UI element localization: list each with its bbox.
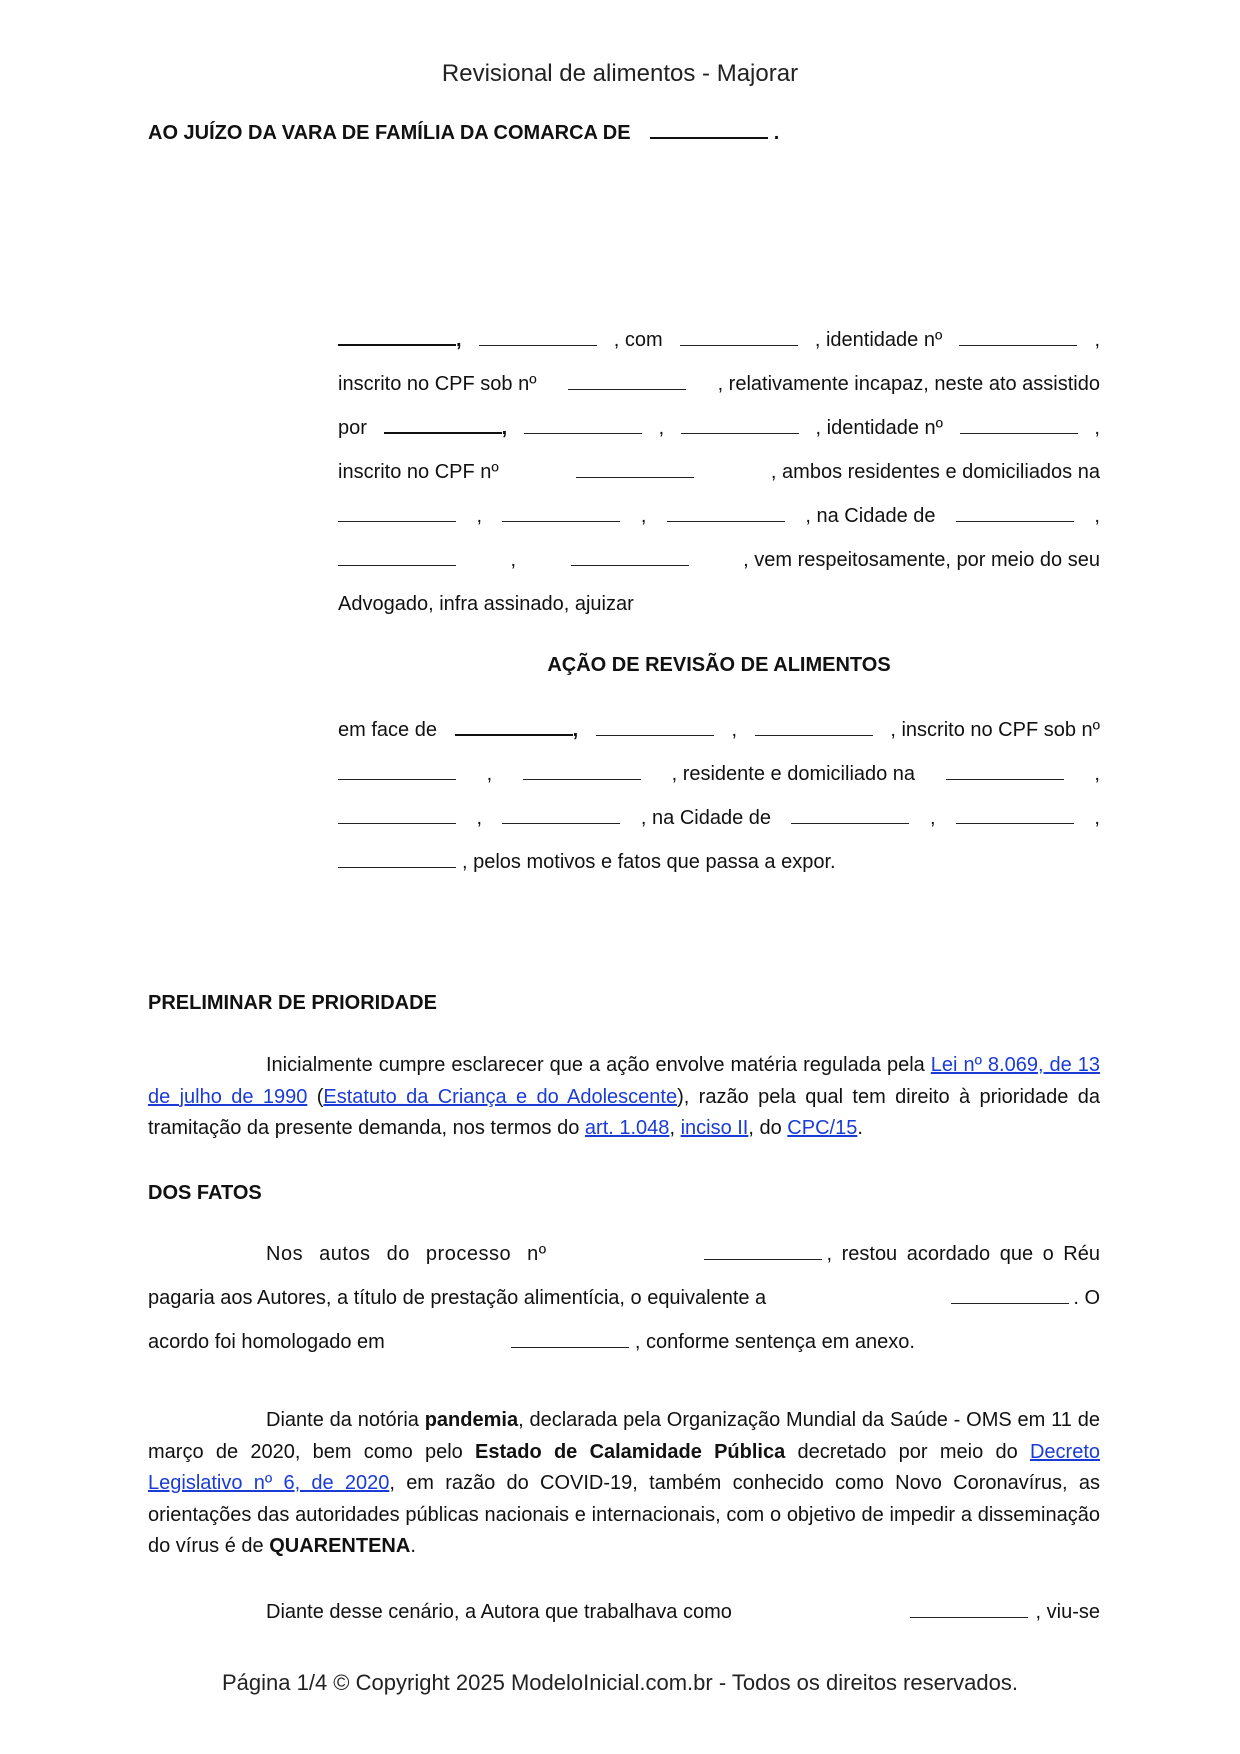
addressee-period: . bbox=[773, 122, 780, 144]
paragraph-cenario bbox=[148, 1590, 1100, 1634]
paragraph-fatos bbox=[148, 1232, 1100, 1364]
link-cpc15[interactable]: CPC/15 bbox=[787, 1117, 858, 1139]
qual-line-3: por , , , identidade nº , bbox=[338, 417, 1100, 439]
action-title: AÇÃO DE REVISÃO DE ALIMENTOS bbox=[547, 654, 891, 676]
page-footer: Página 1/4 © Copyright 2025 ModeloInicial.com.br - Todos os direitos reservados. bbox=[222, 1670, 1018, 1695]
cenario-line-1: Diante desse cenário, a Autora que trabalhava como , viu-se bbox=[266, 1601, 1100, 1623]
link-art-1048[interactable]: art. 1.048 bbox=[584, 1117, 670, 1139]
name-blank bbox=[338, 330, 456, 346]
qual-line-4: inscrito no CPF nº , ambos residentes e domiciliados na bbox=[338, 461, 1100, 483]
link-decreto-legislativo[interactable]: Decreto Legislativo nº 6, de 2020 bbox=[148, 1440, 1100, 1494]
comarca-blank bbox=[650, 123, 768, 139]
addressee-text: AO JUÍZO DA VARA DE FAMÍLIA DA COMARCA DE bbox=[148, 122, 631, 144]
fatos-line-1: Nos autos do processo nº , restou acordado que o Réu bbox=[266, 1243, 1100, 1265]
link-lei-8069[interactable]: Lei nº 8.069, de 13 de julho de 1990 bbox=[148, 1054, 1100, 1108]
defendant-block bbox=[338, 708, 1100, 884]
def-line-4: , pelos motivos e fatos que passa a expor. bbox=[338, 840, 1100, 884]
def-line-1: em face de , , , inscrito no CPF sob nº bbox=[338, 719, 1100, 741]
qual-line-2: inscrito no CPF sob nº , relativamente incapaz, neste ato assistido bbox=[338, 373, 1100, 395]
fatos-line-2: pagaria aos Autores, a título de prestação alimentícia, o equivalente a . O bbox=[148, 1287, 1100, 1309]
def-line-2: , , residente e domiciliado na , bbox=[338, 752, 1100, 796]
link-eca[interactable]: Estatuto da Criança e do Adolescente bbox=[323, 1085, 678, 1108]
def-line-3: , , na Cidade de , , bbox=[338, 796, 1100, 840]
link-inciso-ii[interactable]: inciso II bbox=[680, 1117, 749, 1139]
paragraph-preliminar: Inicialmente cumpre esclarecer que a ação envolve matéria regulada pela Lei nº 8.069, de 13 de julho de 1990 (Estatuto da Criança e do Adolescente), razão pela qual tem direito à prioridade da tramitação da presente demanda, nos termos do art. 1.048, inciso II, do CPC/15. bbox=[148, 1054, 1101, 1139]
qual-line-7: Advogado, infra assinado, ajuizar bbox=[338, 593, 634, 615]
qual-line-5: , , , na Cidade de , bbox=[338, 494, 1100, 538]
addressee-line bbox=[148, 122, 779, 145]
heading-fatos: DOS FATOS bbox=[148, 1182, 262, 1204]
fatos-line-3: acordo foi homologado em , conforme sentença em anexo. bbox=[148, 1331, 915, 1353]
page-header-title: Revisional de alimentos - Majorar bbox=[441, 60, 799, 87]
qualification-block bbox=[338, 318, 1100, 626]
qual-line-1: , , com , identidade nº , bbox=[338, 318, 1100, 362]
heading-preliminar: PRELIMINAR DE PRIORIDADE bbox=[148, 992, 437, 1014]
qual-line-6: , , vem respeitosamente, por meio do seu bbox=[338, 538, 1100, 582]
paragraph-pandemia: Diante da notória pandemia, declarada pela Organização Mundial da Saúde - OMS em 11 de março de 2020, bem como pelo Estado de Calamidade Pública decretado por meio do Decreto Legislativo nº 6, de 2020, em razão do COVID-19, também conhecido como Novo Coronavírus, as orientações das autoridades públicas nacionais e internacionais, com o objetivo de impedir a disseminação do vírus é de QUARENTENA. bbox=[148, 1409, 1100, 1557]
